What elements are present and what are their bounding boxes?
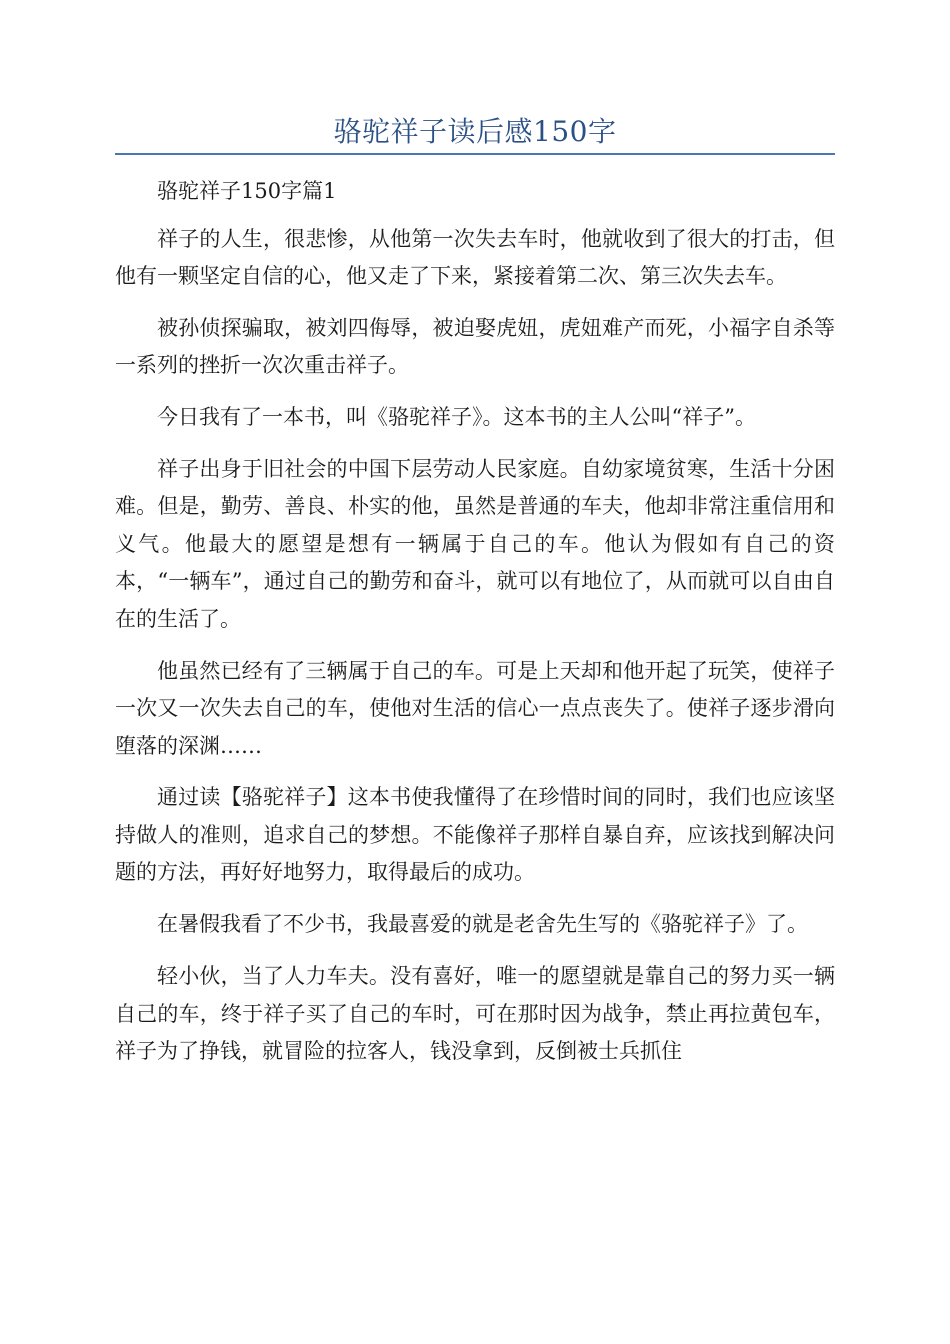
paragraph: 轻小伙，当了人力车夫。没有喜好，唯一的愿望就是靠自己的努力买一辆自己的车，终于祥子买了自己的车时，可在那时因为战争，禁止再拉黄包车，祥子为了挣钱，就冒险的拉客人，钱没拿到，反倒被士兵抓住 xyxy=(115,964,835,1064)
title-underline xyxy=(115,153,835,155)
paragraph: 他虽然已经有了三辆属于自己的车。可是上天却和他开起了玩笑，使祥子一次又一次失去自己的车，使他对生活的信心一点点丧失了。使祥子逐步滑向堕落的深渊…… xyxy=(115,658,835,758)
document-body xyxy=(115,173,835,1085)
document-title: 骆驼祥子读后感150字 xyxy=(333,115,617,148)
paragraph: 今日我有了一本书，叫《骆驼祥子》。这本书的主人公叫“祥子”。 xyxy=(157,405,756,430)
paragraph: 在暑假我看了不少书，我最喜爱的就是老舍先生写的《骆驼祥子》了。 xyxy=(157,912,808,937)
paragraph: 祥子出身于旧社会的中国下层劳动人民家庭。自幼家境贫寒，生活十分困难。但是，勤劳、善良、朴实的他，虽然是普通的车夫，他却非常注重信用和义气。他最大的愿望是想有一辆属于自己的车。他认为假如有自己的资本，“一辆车”，通过自己的勤劳和奋斗，就可以有地位了，从而就可以自由自在的生活了。 xyxy=(115,456,835,631)
paragraph: 祥子的人生，很悲惨，从他第一次失去车时，他就收到了很大的打击，但他有一颗坚定自信的心，他又走了下来，紧接着第二次、第三次失去车。 xyxy=(115,226,835,288)
section-heading: 骆驼祥子150字篇1 xyxy=(157,179,337,203)
paragraph: 被孙侦探骗取，被刘四侮辱，被迫娶虎妞，虎妞难产而死，小福字自杀等一系列的挫折一次次重击祥子。 xyxy=(115,315,835,378)
paragraph: 通过读【骆驼祥子】这本书使我懂得了在珍惜时间的同时，我们也应该坚持做人的准则，追求自己的梦想。不能像祥子那样自暴自弃，应该找到解决问题的方法，再好好地努力，取得最后的成功。 xyxy=(115,785,835,885)
